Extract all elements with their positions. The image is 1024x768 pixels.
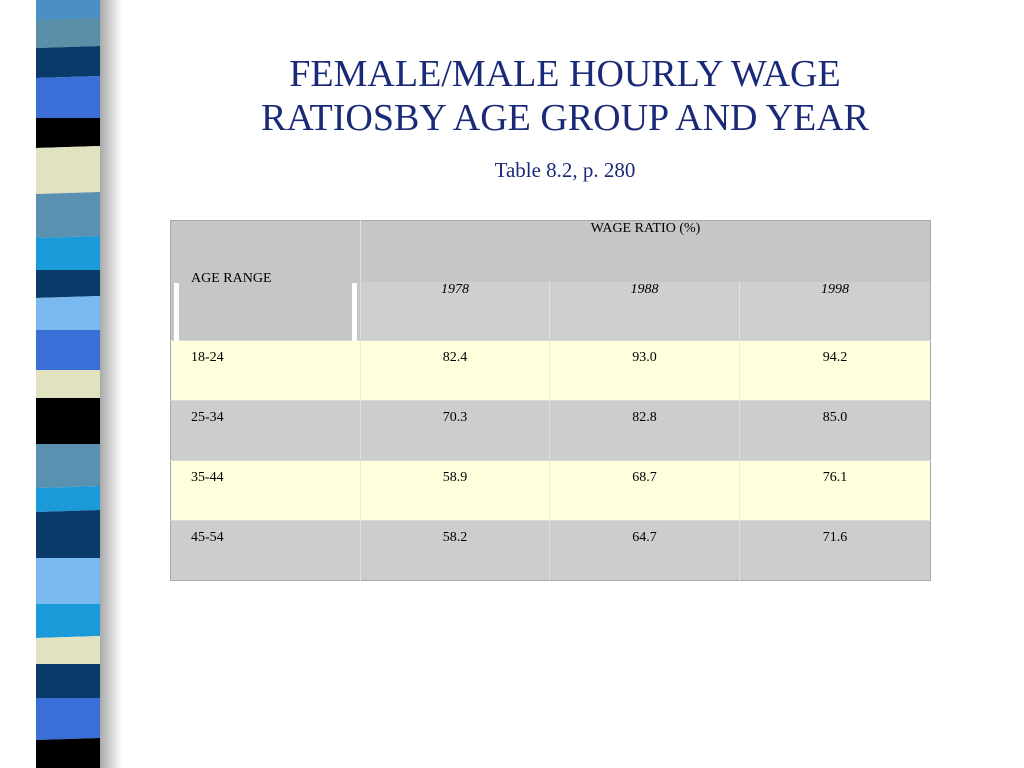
age-cell: 35-44 — [171, 461, 361, 521]
table-row — [171, 461, 931, 521]
value-cell: 85.0 — [740, 401, 931, 461]
value-cell: 68.7 — [550, 461, 740, 521]
age-range-header — [171, 221, 361, 341]
table-row — [171, 521, 931, 581]
year-header: 1998 — [740, 282, 931, 341]
header-notch-right — [352, 283, 357, 341]
title-line-2: RATIOSBY AGE GROUP AND YEAR — [260, 97, 870, 139]
age-cell: 45-54 — [171, 521, 361, 581]
value-cell: 58.2 — [361, 521, 550, 581]
slide-subtitle: Table 8.2, p. 280 — [494, 158, 636, 182]
value-cell: 58.9 — [361, 461, 550, 521]
value-cell: 94.2 — [740, 341, 931, 401]
wage-ratio-header: WAGE RATIO (%) — [361, 221, 931, 282]
value-cell: 71.6 — [740, 521, 931, 581]
age-range-header-label: AGE RANGE — [191, 271, 272, 286]
title-line-1: FEMALE/MALE HOURLY WAGE — [289, 53, 841, 95]
value-cell: 93.0 — [550, 341, 740, 401]
value-cell: 82.4 — [361, 341, 550, 401]
value-cell: 70.3 — [361, 401, 550, 461]
header-notch-left — [174, 283, 179, 341]
age-cell: 25-34 — [171, 401, 361, 461]
stripe-graphic — [36, 0, 100, 768]
value-cell: 76.1 — [740, 461, 931, 521]
year-header: 1978 — [361, 282, 550, 341]
value-cell: 82.8 — [550, 401, 740, 461]
table-row — [171, 341, 931, 401]
age-cell: 18-24 — [171, 341, 361, 401]
value-cell: 64.7 — [550, 521, 740, 581]
table-row — [171, 401, 931, 461]
slide-title — [140, 52, 990, 140]
year-header: 1988 — [550, 282, 740, 341]
wage-ratio-table — [170, 220, 931, 581]
decorative-stripe — [36, 0, 100, 768]
header-row-top — [171, 221, 931, 282]
